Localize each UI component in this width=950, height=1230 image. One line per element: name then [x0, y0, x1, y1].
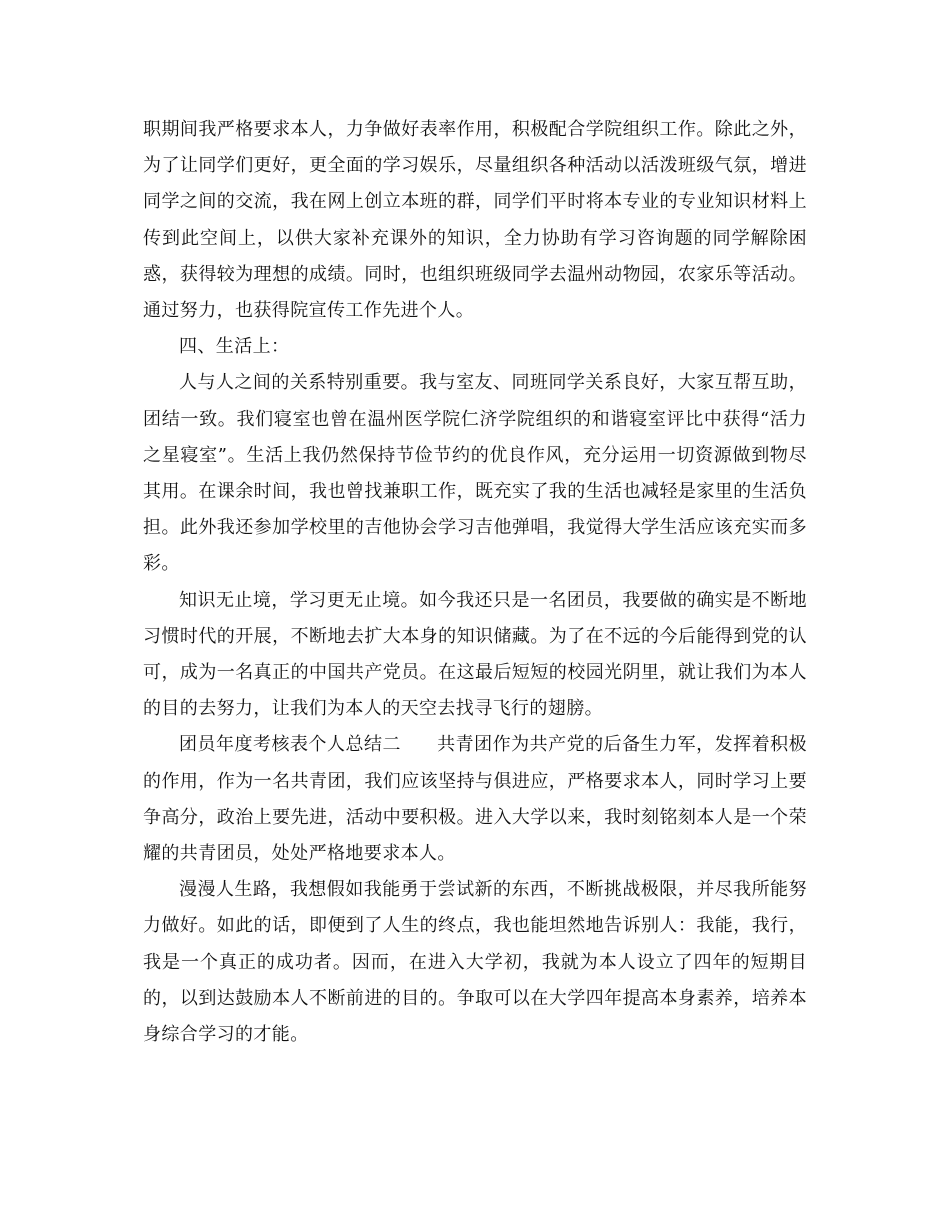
paragraph-life-path: 漫漫人生路，我想假如我能勇于尝试新的东西，不断挑战极限，并尽我所能努力做好。如此的话，即便到了人生的终点，我也能坦然地告诉别人：我能，我行，我是一个真正的成功者。因而，在进入大学初，我就为本人设立了四年的短期目的，以到达鼓励本人不断前进的目的。争取可以在大学四年提高本身素养，培养本身综合学习的才能。 — [143, 879, 807, 1046]
paragraph-summary-two — [143, 727, 807, 872]
summary-two-heading: 团员年度考核表个人总结二 — [179, 734, 401, 756]
paragraph-continuation: 职期间我严格要求本人，力争做好表率作用，积极配合学院组织工作。除此之外，为了让同学们更好，更全面的学习娱乐，尽量组织各种活动以活泼班级气氛，增进同学之间的交流，我在网上创立本班的群，同学们平时将本专业的专业知识材料上传到此空间上，以供大家补充课外的知识，全力协助有学习咨询题的同学解除困惑，获得较为理想的成绩。同时，也组织班级同学去温州动物园，农家乐等活动。通过努力，也获得院宣传工作先进个人。 — [143, 119, 807, 322]
summary-two-text: 共青团作为共产党的后备生力军，发挥着积极的作用，作为一名共青团，我们应该坚持与俱进应，严格要求本人，同时学习上要争高分，政治上要先进，活动中要积极。进入大学以来，我时刻铭刻本人是一个荣耀的共青团员，处处严格地要求本人。 — [143, 734, 807, 865]
document-body — [143, 112, 807, 1053]
section-heading-life: 四、生活上： — [179, 336, 290, 358]
paragraph-relationships: 人与人之间的关系特别重要。我与室友、同班同学关系良好，大家互帮互助，团结一致。我们寝室也曾在温州医学院仁济学院组织的和谐寝室评比中获得“活力之星寝室”。生活上我仍然保持节俭节约的优良作风，充分运用一切资源做到物尽其用。在课余时间，我也曾找兼职工作，既充实了我的生活也减轻是家里的生活负担。此外我还参加学校里的吉他协会学习吉他弹唱，我觉得大学生活应该充实而多彩。 — [143, 372, 807, 575]
paragraph-knowledge: 知识无止境，学习更无止境。如今我还只是一名团员，我要做的确实是不断地习惯时代的开展，不断地去扩大本身的知识储藏。为了在不远的今后能得到党的认可，成为一名真正的中国共产党员。在这最后短短的校园光阴里，就让我们为本人的目的去努力，让我们为本人的天空去找寻飞行的翅膀。 — [143, 589, 807, 720]
